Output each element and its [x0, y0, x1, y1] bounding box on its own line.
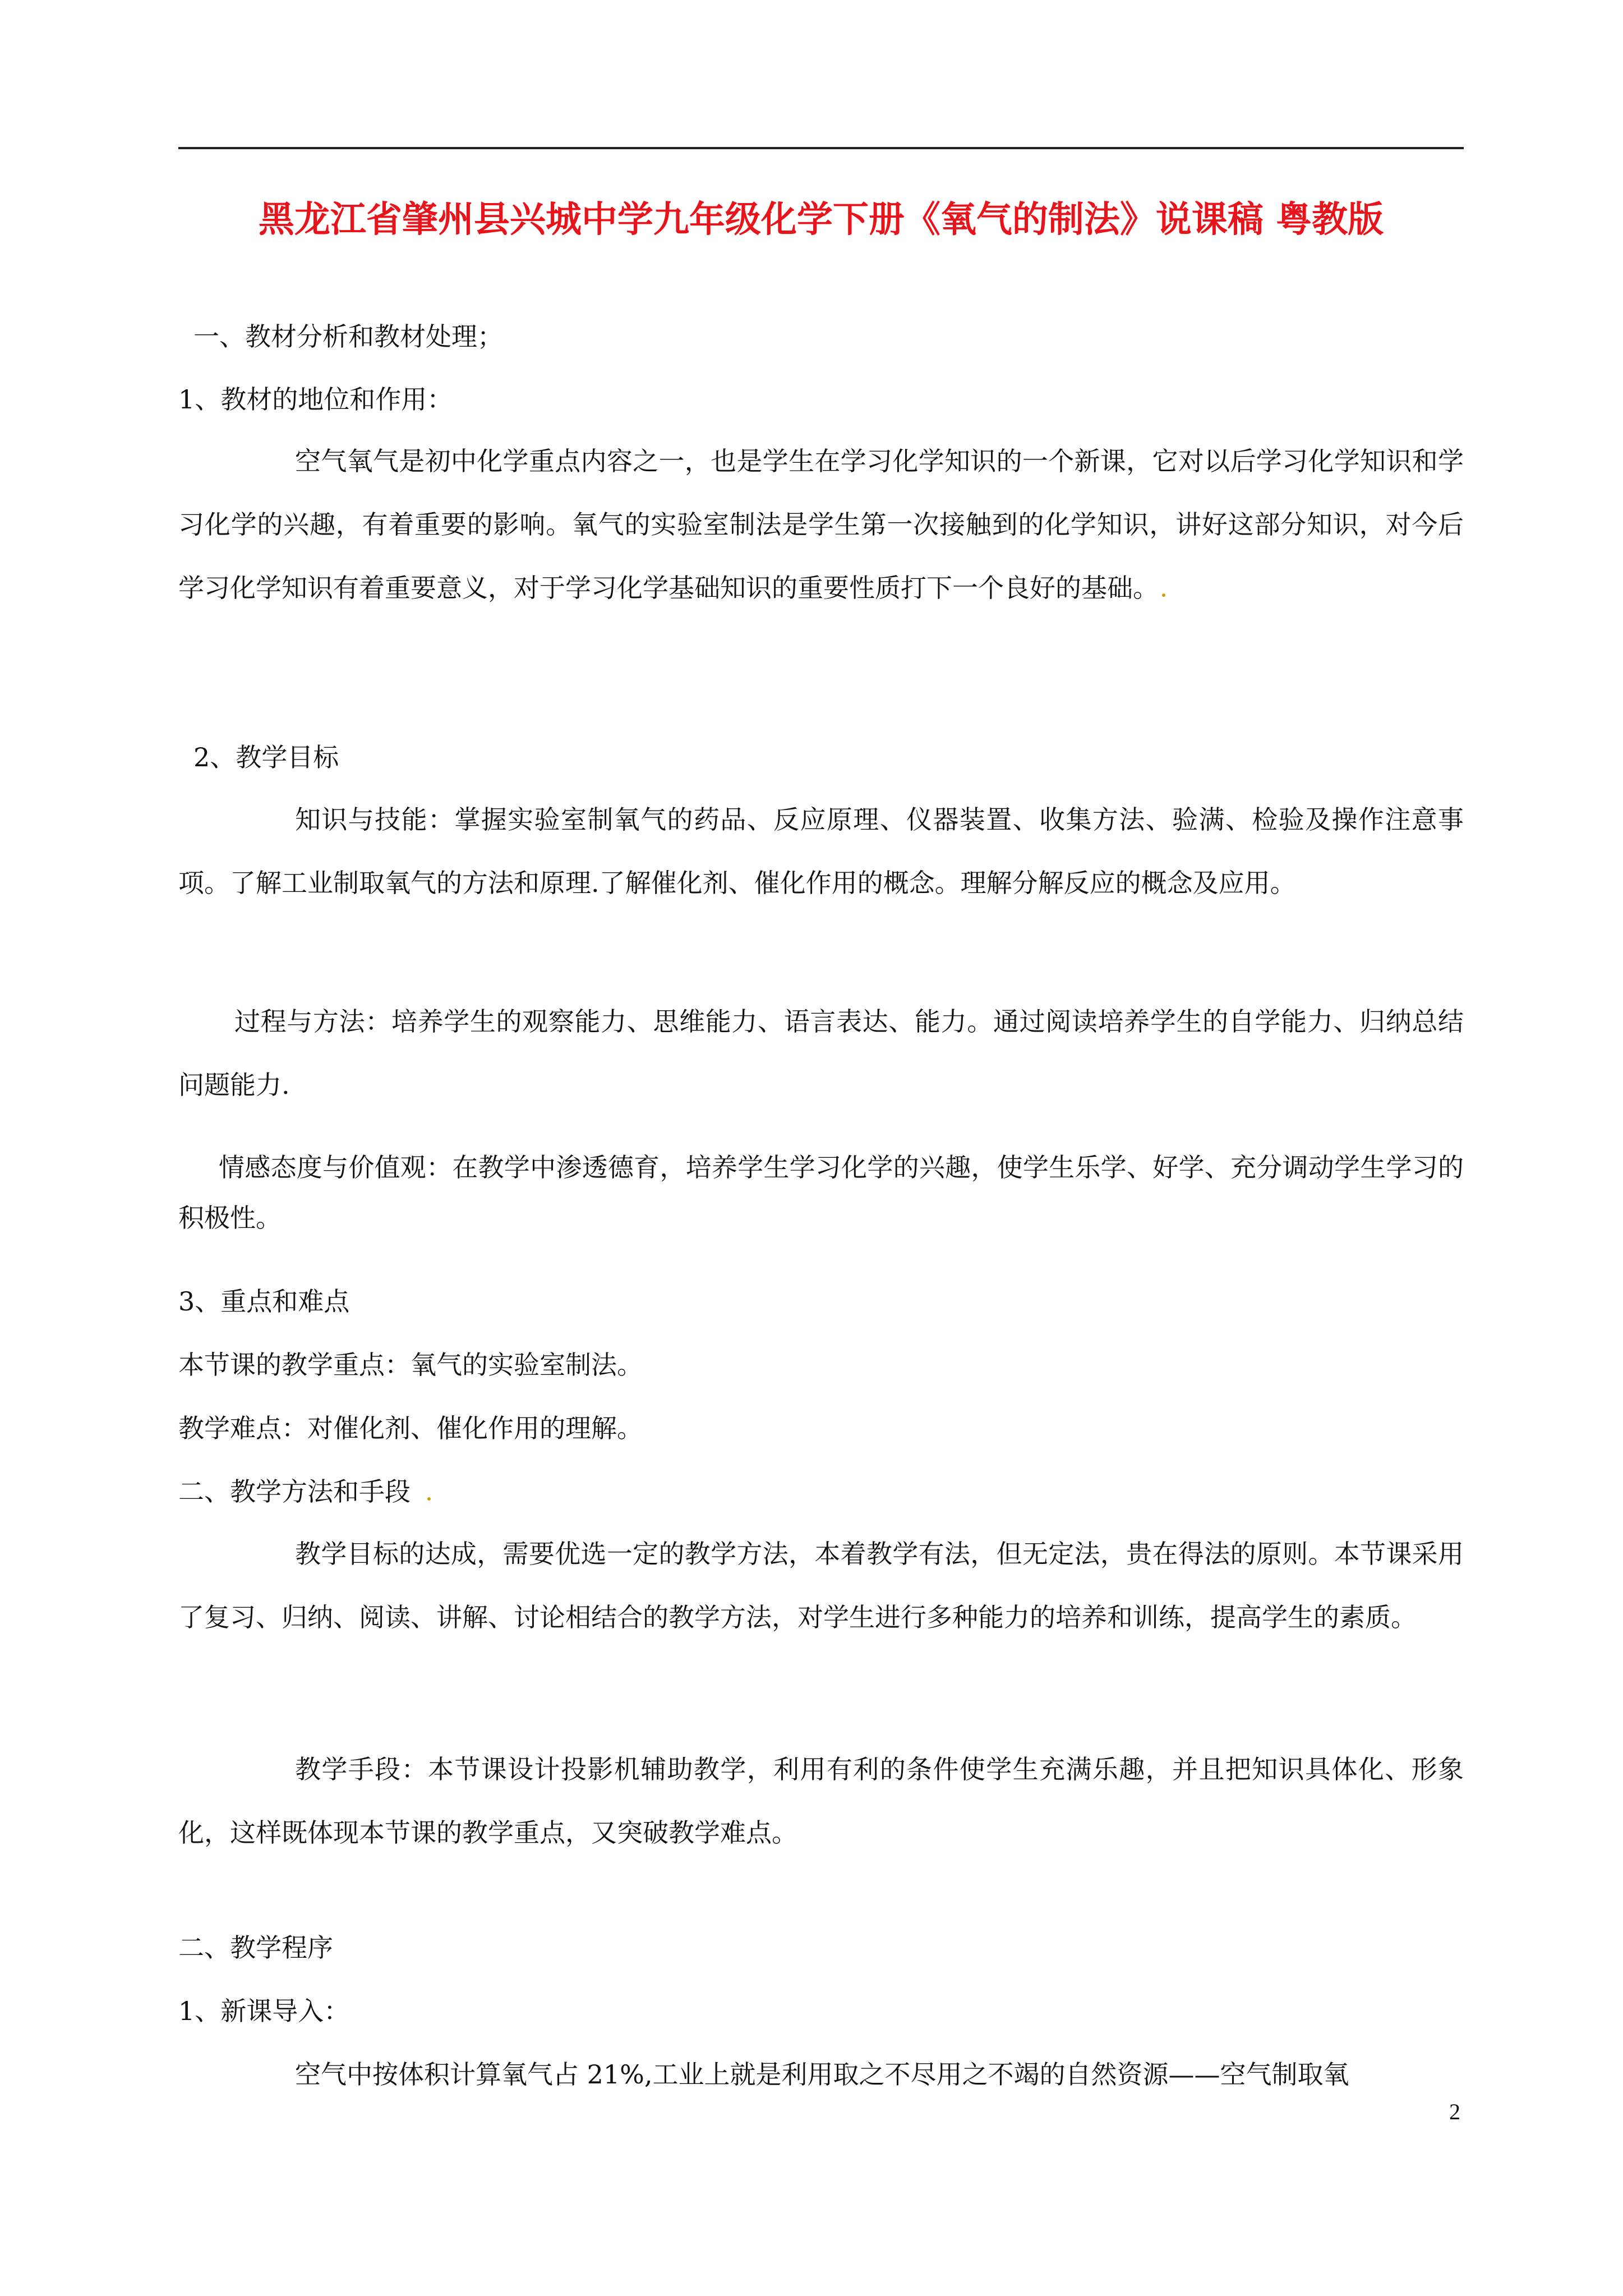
- paragraph-process-method: 过程与方法：培养学生的观察能力、思维能力、语言表达、能力。通过阅读培养学生的自学能力、归纳总结问题能力.: [178, 1006, 1464, 1100]
- teaching-key-point: 本节课的教学重点：氧气的实验室制法。: [178, 1350, 643, 1380]
- dot-mark: [427, 1497, 431, 1501]
- document-title: 黑龙江省肇州县兴城中学九年级化学下册《氧气的制法》说课稿 粤教版: [258, 199, 1384, 241]
- section-heading-materials: 一、教材分析和教材处理；: [193, 321, 503, 352]
- subheading-lesson-intro: 1、新课导入：: [178, 1996, 350, 2026]
- dot-mark: [1162, 593, 1165, 597]
- paragraph-teaching-methods: 教学目标的达成，需要优选一定的教学方法，本着教学有法，但无定法，贵在得法的原则。本节课采用了复习、归纳、阅读、讲解、讨论相结合的教学方法，对学生进行多种能力的培养和训练，提高学生的素质。: [178, 1539, 1464, 1632]
- paragraph-lesson-intro: 空气中按体积计算氧气占 21%,工业上就是利用取之不尽用之不竭的自然资源——空气制取氧: [295, 2059, 1349, 2090]
- page-number: 2: [1449, 2099, 1460, 2124]
- subheading-key-difficulty: 3、重点和难点: [178, 1286, 350, 1317]
- section-heading-procedure: 二、教学程序: [178, 1932, 333, 1963]
- subheading-teaching-goals: 2、教学目标: [193, 742, 339, 772]
- section-heading-methods: 二、教学方法和手段: [178, 1475, 431, 1508]
- paragraph-knowledge-skills: 知识与技能：掌握实验室制氧气的药品、反应原理、仪器装置、收集方法、验满、检验及操作注意事项。了解工业制取氧气的方法和原理.了解催化剂、催化作用的概念。理解分解反应的概念及应用。: [178, 804, 1464, 898]
- paragraph-emotion-values: 情感态度与价值观：在教学中渗透德育，培养学生学习化学的兴趣，使学生乐学、好学、充分调动学生学习的积极性。: [178, 1152, 1464, 1233]
- paragraph-teaching-means: 教学手段：本节课设计投影机辅助教学，利用有利的条件使学生充满乐趣，并且把知识具体化、形象化，这样既体现本节课的教学重点，又突破教学难点。: [178, 1754, 1464, 1848]
- header-rule: [178, 147, 1464, 149]
- teaching-difficulty: 教学难点：对催化剂、催化作用的理解。: [178, 1413, 643, 1443]
- paragraph-position-role: 空气氧气是初中化学重点内容之一，也是学生在学习化学知识的一个新课，它对以后学习化学知识和学习化学的兴趣，有着重要的影响。氧气的实验室制法是学生第一次接触到的化学知识，讲好这部分知识，对今后学习化学知识有着重要意义，对于学习化学基础知识的重要性质打下一个良好的基础。: [178, 446, 1464, 603]
- subheading-position-role: 1、教材的地位和作用：: [178, 384, 453, 415]
